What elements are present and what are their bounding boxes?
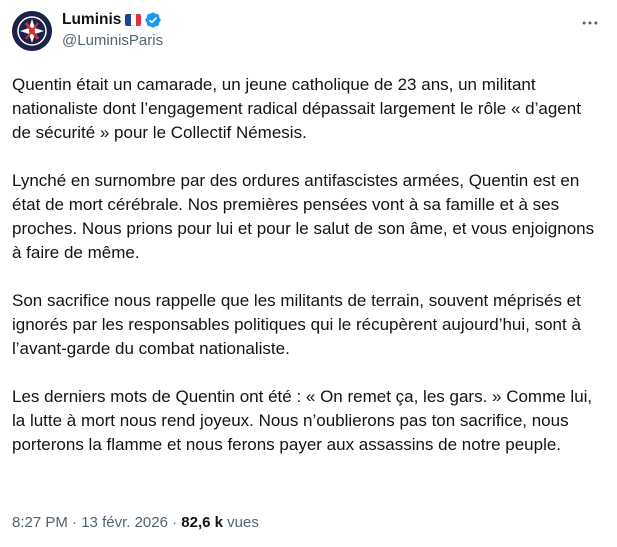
tweet-header <box>12 10 603 58</box>
tweet-date[interactable]: 13 févr. 2026 <box>81 514 168 531</box>
author-names <box>62 10 163 51</box>
meta-separator-2: · <box>167 514 182 531</box>
more-options-button[interactable] <box>579 12 601 34</box>
tweet-paragraph-1: Quentin était un camarade, un jeune catholique de 23 ans, un militant nationaliste dont l’engagement radical dépassait largement le rôle « d’agent de sécurité » pour le Collectif Némesis. <box>12 75 581 142</box>
views-label: vues <box>223 514 259 531</box>
tweet-paragraph-2: Lynché en surnombre par des ordures antifascistes armées, Quentin est en état de mort cérébrale. Nos premières pensées vont à sa famille et à ses proches. Nous prions pour lui et pour le salut de son âme, et vous enjoignons à faire de même. <box>12 171 595 262</box>
more-horizontal-icon <box>580 13 600 33</box>
france-flag-icon <box>125 14 141 26</box>
meta-separator: · <box>67 514 82 531</box>
views-count: 82,6 k <box>181 514 224 531</box>
tweet-meta <box>12 514 259 531</box>
avatar[interactable] <box>12 11 52 51</box>
tweet-text <box>12 73 603 457</box>
luminis-logo-icon <box>12 11 52 51</box>
display-name-row[interactable] <box>62 10 163 30</box>
verified-badge-icon[interactable] <box>144 11 162 29</box>
display-name[interactable]: Luminis <box>62 11 122 28</box>
tweet-paragraph-4: Les derniers mots de Quentin ont été : « On remet ça, les gars. » Comme lui, la lutte à mort nous rend joyeux. Nous n’oublierons pas ton sacrifice, nous porterons la flamme et nous ferons payer aux assassins de notre peuple. <box>12 387 593 454</box>
tweet-paragraph-3: Son sacrifice nous rappelle que les militants de terrain, souvent méprisés et ignorés par les responsables politiques qui le récupèrent aujourd’hui, sont à l’avant-garde du combat nationaliste. <box>12 291 581 358</box>
author-handle[interactable]: @LuminisParis <box>62 32 164 49</box>
tweet-time[interactable]: 8:27 PM <box>12 514 68 531</box>
